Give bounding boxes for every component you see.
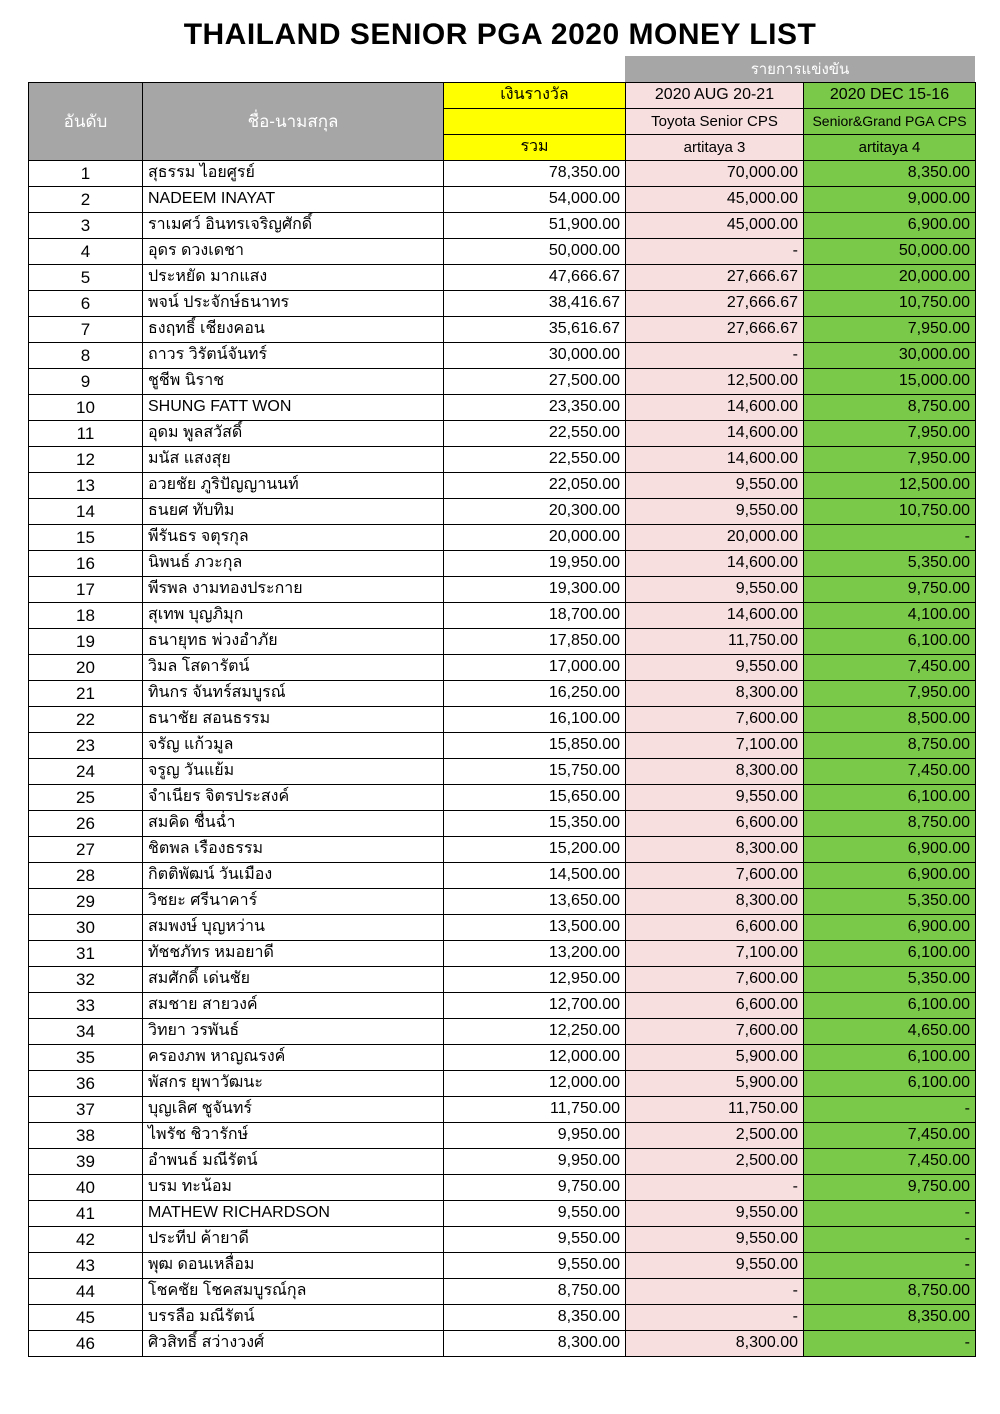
event2-prize-cell: 6,100.00 [804, 785, 976, 811]
total-prize-cell: 54,000.00 [444, 187, 626, 213]
event2-prize-cell: 9,750.00 [804, 1175, 976, 1201]
event2-prize-cell: - [804, 525, 976, 551]
player-name-cell: นิพนธ์ ภวะกุล [143, 551, 444, 577]
total-prize-cell: 47,666.67 [444, 265, 626, 291]
event1-prize-cell: 27,666.67 [626, 265, 804, 291]
event1-prize-cell: - [626, 1279, 804, 1305]
table-row [29, 941, 976, 967]
event2-prize-cell: 15,000.00 [804, 369, 976, 395]
column-header-total-title: เงินรางวัล [444, 83, 626, 109]
rank-cell: 21 [29, 681, 143, 707]
event2-prize-cell: 6,900.00 [804, 863, 976, 889]
tournaments-group-header: รายการแข่งขัน [625, 56, 975, 82]
rank-cell: 13 [29, 473, 143, 499]
total-prize-cell: 8,750.00 [444, 1279, 626, 1305]
table-row [29, 395, 976, 421]
table-row [29, 1201, 976, 1227]
table-row [29, 1227, 976, 1253]
total-prize-cell: 9,750.00 [444, 1175, 626, 1201]
total-prize-cell: 27,500.00 [444, 369, 626, 395]
rank-cell: 28 [29, 863, 143, 889]
event1-prize-cell: 11,750.00 [626, 1097, 804, 1123]
rank-cell: 20 [29, 655, 143, 681]
player-name-cell: สมคิด ชื่นฉ่ำ [143, 811, 444, 837]
total-prize-cell: 9,550.00 [444, 1253, 626, 1279]
total-prize-cell: 8,350.00 [444, 1305, 626, 1331]
event2-prize-cell: 7,450.00 [804, 1123, 976, 1149]
player-name-cell: พจน์ ประจักษ์ธนาทร [143, 291, 444, 317]
event2-prize-cell: 6,900.00 [804, 213, 976, 239]
table-row [29, 681, 976, 707]
rank-cell: 18 [29, 603, 143, 629]
rank-cell: 12 [29, 447, 143, 473]
event1-prize-cell: 9,550.00 [626, 785, 804, 811]
total-prize-cell: 18,700.00 [444, 603, 626, 629]
player-name-cell: อำพนธ์ มณีรัตน์ [143, 1149, 444, 1175]
rank-cell: 25 [29, 785, 143, 811]
table-row [29, 291, 976, 317]
column-header-total-sub: รวม [444, 135, 626, 161]
event1-prize-cell: 14,600.00 [626, 447, 804, 473]
rank-cell: 5 [29, 265, 143, 291]
event2-prize-cell: 8,750.00 [804, 1279, 976, 1305]
player-name-cell: ราเมศว์ อินทรเจริญศักดิ์ [143, 213, 444, 239]
player-name-cell: SHUNG FATT WON [143, 395, 444, 421]
rank-cell: 24 [29, 759, 143, 785]
rank-cell: 32 [29, 967, 143, 993]
rank-cell: 40 [29, 1175, 143, 1201]
player-name-cell: บรม ทะน้อม [143, 1175, 444, 1201]
player-name-cell: ชูชีพ นิราช [143, 369, 444, 395]
event1-prize-cell: 12,500.00 [626, 369, 804, 395]
player-name-cell: พัสกร ยุพาวัฒนะ [143, 1071, 444, 1097]
player-name-cell: ชิตพล เรืองธรรม [143, 837, 444, 863]
rank-cell: 26 [29, 811, 143, 837]
table-header [29, 83, 976, 161]
table-row [29, 1253, 976, 1279]
event2-prize-cell: 5,350.00 [804, 551, 976, 577]
rank-cell: 31 [29, 941, 143, 967]
table-row [29, 863, 976, 889]
event1-prize-cell: 5,900.00 [626, 1071, 804, 1097]
event2-prize-cell: 4,650.00 [804, 1019, 976, 1045]
table-row [29, 1097, 976, 1123]
rank-cell: 42 [29, 1227, 143, 1253]
player-name-cell: บรรลือ มณีรัตน์ [143, 1305, 444, 1331]
rank-cell: 36 [29, 1071, 143, 1097]
player-name-cell: ธนยศ ทับทิม [143, 499, 444, 525]
table-row [29, 785, 976, 811]
event2-prize-cell: 5,350.00 [804, 967, 976, 993]
rank-cell: 23 [29, 733, 143, 759]
table-body [29, 161, 976, 1357]
event2-prize-cell: 6,900.00 [804, 837, 976, 863]
total-prize-cell: 17,850.00 [444, 629, 626, 655]
table-row [29, 915, 976, 941]
event1-prize-cell: 9,550.00 [626, 577, 804, 603]
event1-prize-cell: 70,000.00 [626, 161, 804, 187]
total-prize-cell: 20,000.00 [444, 525, 626, 551]
rank-cell: 44 [29, 1279, 143, 1305]
table-row [29, 889, 976, 915]
event2-prize-cell: 20,000.00 [804, 265, 976, 291]
total-prize-cell: 8,300.00 [444, 1331, 626, 1357]
table-row [29, 603, 976, 629]
table-row [29, 317, 976, 343]
event1-prize-cell: - [626, 1175, 804, 1201]
rank-cell: 33 [29, 993, 143, 1019]
player-name-cell: สุเทพ บุญภิมุก [143, 603, 444, 629]
total-prize-cell: 51,900.00 [444, 213, 626, 239]
rank-cell: 37 [29, 1097, 143, 1123]
table-row [29, 161, 976, 187]
column-header-event2-sub: artitaya 4 [804, 135, 976, 161]
event1-prize-cell: 7,100.00 [626, 733, 804, 759]
event2-prize-cell: 6,900.00 [804, 915, 976, 941]
table-row [29, 1019, 976, 1045]
event1-prize-cell: 7,100.00 [626, 941, 804, 967]
player-name-cell: ถาวร วิรัตน์จันทร์ [143, 343, 444, 369]
event1-prize-cell: 14,600.00 [626, 551, 804, 577]
total-prize-cell: 9,950.00 [444, 1123, 626, 1149]
event1-prize-cell: 27,666.67 [626, 317, 804, 343]
total-prize-cell: 13,200.00 [444, 941, 626, 967]
event2-prize-cell: 6,100.00 [804, 1045, 976, 1071]
column-header-event1-date: 2020 AUG 20-21 [626, 83, 804, 109]
table-row [29, 1149, 976, 1175]
event1-prize-cell: - [626, 239, 804, 265]
event2-prize-cell: - [804, 1253, 976, 1279]
table-row [29, 967, 976, 993]
rank-cell: 14 [29, 499, 143, 525]
total-prize-cell: 38,416.67 [444, 291, 626, 317]
table-row [29, 239, 976, 265]
event1-prize-cell: 14,600.00 [626, 603, 804, 629]
rank-cell: 10 [29, 395, 143, 421]
table-row [29, 447, 976, 473]
player-name-cell: วิมล โสดารัตน์ [143, 655, 444, 681]
player-name-cell: อุดม พูลสวัสดิ์ [143, 421, 444, 447]
event2-prize-cell: - [804, 1331, 976, 1357]
event2-prize-cell: 7,450.00 [804, 759, 976, 785]
event1-prize-cell: 7,600.00 [626, 707, 804, 733]
event1-prize-cell: 7,600.00 [626, 1019, 804, 1045]
player-name-cell: ไพรัช ชิวารักษ์ [143, 1123, 444, 1149]
player-name-cell: วิทยา วรพันธ์ [143, 1019, 444, 1045]
event1-prize-cell: 14,600.00 [626, 395, 804, 421]
total-prize-cell: 9,550.00 [444, 1227, 626, 1253]
rank-cell: 3 [29, 213, 143, 239]
total-prize-cell: 19,300.00 [444, 577, 626, 603]
event2-prize-cell: - [804, 1201, 976, 1227]
event1-prize-cell: 20,000.00 [626, 525, 804, 551]
rank-cell: 22 [29, 707, 143, 733]
column-header-rank: อันดับ [29, 83, 143, 161]
table-row [29, 1045, 976, 1071]
total-prize-cell: 9,550.00 [444, 1201, 626, 1227]
event2-prize-cell: 50,000.00 [804, 239, 976, 265]
player-name-cell: สุธรรม ไอยศูรย์ [143, 161, 444, 187]
event1-prize-cell: 6,600.00 [626, 811, 804, 837]
table-row [29, 759, 976, 785]
player-name-cell: วิชยะ ศรีนาคาร์ [143, 889, 444, 915]
rank-cell: 15 [29, 525, 143, 551]
rank-cell: 6 [29, 291, 143, 317]
total-prize-cell: 12,950.00 [444, 967, 626, 993]
rank-cell: 38 [29, 1123, 143, 1149]
event2-prize-cell: 8,750.00 [804, 395, 976, 421]
event1-prize-cell: 27,666.67 [626, 291, 804, 317]
player-name-cell: พีรันธร จตุรกุล [143, 525, 444, 551]
total-prize-cell: 30,000.00 [444, 343, 626, 369]
table-row [29, 1175, 976, 1201]
rank-cell: 30 [29, 915, 143, 941]
rank-cell: 1 [29, 161, 143, 187]
player-name-cell: จรัญ แก้วมูล [143, 733, 444, 759]
event2-prize-cell: 7,950.00 [804, 447, 976, 473]
rank-cell: 8 [29, 343, 143, 369]
event2-prize-cell: 9,750.00 [804, 577, 976, 603]
event1-prize-cell: 9,550.00 [626, 1227, 804, 1253]
player-name-cell: ทินกร จันทร์สมบูรณ์ [143, 681, 444, 707]
table-row [29, 551, 976, 577]
total-prize-cell: 16,100.00 [444, 707, 626, 733]
total-prize-cell: 17,000.00 [444, 655, 626, 681]
player-name-cell: ทัชชภัทร หมอยาดี [143, 941, 444, 967]
player-name-cell: NADEEM INAYAT [143, 187, 444, 213]
rank-cell: 4 [29, 239, 143, 265]
rank-cell: 46 [29, 1331, 143, 1357]
rank-cell: 34 [29, 1019, 143, 1045]
total-prize-cell: 13,650.00 [444, 889, 626, 915]
total-prize-cell: 22,050.00 [444, 473, 626, 499]
rank-cell: 43 [29, 1253, 143, 1279]
event2-prize-cell: 10,750.00 [804, 291, 976, 317]
table-row [29, 577, 976, 603]
total-prize-cell: 12,000.00 [444, 1071, 626, 1097]
event2-prize-cell: 8,500.00 [804, 707, 976, 733]
table-row [29, 1305, 976, 1331]
table-row [29, 525, 976, 551]
table-row [29, 1071, 976, 1097]
total-prize-cell: 50,000.00 [444, 239, 626, 265]
rank-cell: 17 [29, 577, 143, 603]
table-row [29, 499, 976, 525]
player-name-cell: ประหยัด มากแสง [143, 265, 444, 291]
column-header-total-blank [444, 109, 626, 135]
table-row [29, 473, 976, 499]
event2-prize-cell: 6,100.00 [804, 993, 976, 1019]
player-name-cell: MATHEW RICHARDSON [143, 1201, 444, 1227]
event2-prize-cell: 10,750.00 [804, 499, 976, 525]
event1-prize-cell: 5,900.00 [626, 1045, 804, 1071]
event1-prize-cell: 2,500.00 [626, 1149, 804, 1175]
rank-cell: 39 [29, 1149, 143, 1175]
player-name-cell: จำเนียร จิตรประสงค์ [143, 785, 444, 811]
event1-prize-cell: 9,550.00 [626, 1253, 804, 1279]
total-prize-cell: 12,000.00 [444, 1045, 626, 1071]
player-name-cell: อุดร ดวงเดชา [143, 239, 444, 265]
event2-prize-cell: 7,950.00 [804, 421, 976, 447]
event1-prize-cell: 6,600.00 [626, 915, 804, 941]
event2-prize-cell: 7,950.00 [804, 317, 976, 343]
player-name-cell: พีรพล งามทองประกาย [143, 577, 444, 603]
total-prize-cell: 13,500.00 [444, 915, 626, 941]
rank-cell: 16 [29, 551, 143, 577]
total-prize-cell: 20,300.00 [444, 499, 626, 525]
table-row [29, 837, 976, 863]
player-name-cell: อวยชัย ภูริปัญญานนท์ [143, 473, 444, 499]
player-name-cell: สมพงษ์ บุญหว่าน [143, 915, 444, 941]
event2-prize-cell: 8,750.00 [804, 733, 976, 759]
event1-prize-cell: 9,550.00 [626, 499, 804, 525]
event2-prize-cell: - [804, 1097, 976, 1123]
total-prize-cell: 78,350.00 [444, 161, 626, 187]
total-prize-cell: 15,750.00 [444, 759, 626, 785]
event2-prize-cell: 8,350.00 [804, 1305, 976, 1331]
total-prize-cell: 22,550.00 [444, 421, 626, 447]
event2-prize-cell: 30,000.00 [804, 343, 976, 369]
event2-prize-cell: 6,100.00 [804, 629, 976, 655]
total-prize-cell: 15,850.00 [444, 733, 626, 759]
total-prize-cell: 19,950.00 [444, 551, 626, 577]
page-title: THAILAND SENIOR PGA 2020 MONEY LIST [183, 18, 817, 51]
player-name-cell: สมชาย สายวงค์ [143, 993, 444, 1019]
event1-prize-cell: 9,550.00 [626, 655, 804, 681]
event1-prize-cell: 2,500.00 [626, 1123, 804, 1149]
player-name-cell: สมศักดิ์ เด่นชัย [143, 967, 444, 993]
event2-prize-cell: 7,450.00 [804, 1149, 976, 1175]
event2-prize-cell: 12,500.00 [804, 473, 976, 499]
player-name-cell: จรูญ วันแย้ม [143, 759, 444, 785]
table-row [29, 343, 976, 369]
player-name-cell: พุฒ ดอนเหลื่อม [143, 1253, 444, 1279]
event1-prize-cell: 8,300.00 [626, 681, 804, 707]
table-row [29, 811, 976, 837]
event2-prize-cell: 8,750.00 [804, 811, 976, 837]
column-header-event2-date: 2020 DEC 15-16 [804, 83, 976, 109]
event1-prize-cell: 8,300.00 [626, 1331, 804, 1357]
total-prize-cell: 12,700.00 [444, 993, 626, 1019]
rank-cell: 2 [29, 187, 143, 213]
player-name-cell: มนัส แสงสุย [143, 447, 444, 473]
rank-cell: 7 [29, 317, 143, 343]
player-name-cell: ครองภพ หาญณรงค์ [143, 1045, 444, 1071]
total-prize-cell: 14,500.00 [444, 863, 626, 889]
table-row [29, 629, 976, 655]
header-row-1 [29, 83, 976, 109]
table-row [29, 421, 976, 447]
event2-prize-cell: 8,350.00 [804, 161, 976, 187]
event2-prize-cell: 7,950.00 [804, 681, 976, 707]
total-prize-cell: 35,616.67 [444, 317, 626, 343]
table-row [29, 369, 976, 395]
column-header-event1-name: Toyota Senior CPS [626, 109, 804, 135]
total-prize-cell: 11,750.00 [444, 1097, 626, 1123]
money-list-table [28, 82, 976, 1357]
player-name-cell: ศิวสิทธิ์ สว่างวงศ์ [143, 1331, 444, 1357]
total-prize-cell: 23,350.00 [444, 395, 626, 421]
event1-prize-cell: 9,550.00 [626, 1201, 804, 1227]
rank-cell: 11 [29, 421, 143, 447]
column-header-event2-name: Senior&Grand PGA CPS [804, 109, 976, 135]
rank-cell: 9 [29, 369, 143, 395]
total-prize-cell: 15,650.00 [444, 785, 626, 811]
table-row [29, 1123, 976, 1149]
event1-prize-cell: 7,600.00 [626, 967, 804, 993]
event1-prize-cell: 7,600.00 [626, 863, 804, 889]
rank-cell: 29 [29, 889, 143, 915]
player-name-cell: ธนาชัย สอนธรรม [143, 707, 444, 733]
total-prize-cell: 15,350.00 [444, 811, 626, 837]
event2-prize-cell: 5,350.00 [804, 889, 976, 915]
player-name-cell: กิตติพัฒน์ วันเมือง [143, 863, 444, 889]
event1-prize-cell: - [626, 343, 804, 369]
table-row [29, 187, 976, 213]
rank-cell: 35 [29, 1045, 143, 1071]
event1-prize-cell: 6,600.00 [626, 993, 804, 1019]
column-header-name: ชื่อ-นามสกุล [143, 83, 444, 161]
table-row [29, 993, 976, 1019]
total-prize-cell: 15,200.00 [444, 837, 626, 863]
event2-prize-cell: 6,100.00 [804, 1071, 976, 1097]
player-name-cell: ประทีป ค้ายาดี [143, 1227, 444, 1253]
event2-prize-cell: - [804, 1227, 976, 1253]
rank-cell: 45 [29, 1305, 143, 1331]
event1-prize-cell: 8,300.00 [626, 759, 804, 785]
event2-prize-cell: 9,000.00 [804, 187, 976, 213]
table-row [29, 213, 976, 239]
rank-cell: 19 [29, 629, 143, 655]
total-prize-cell: 9,950.00 [444, 1149, 626, 1175]
table-row [29, 1279, 976, 1305]
event2-prize-cell: 7,450.00 [804, 655, 976, 681]
event2-prize-cell: 6,100.00 [804, 941, 976, 967]
table-row [29, 265, 976, 291]
rank-cell: 41 [29, 1201, 143, 1227]
player-name-cell: โชคชัย โชคสมบูรณ์กุล [143, 1279, 444, 1305]
event1-prize-cell: 9,550.00 [626, 473, 804, 499]
table-row [29, 1331, 976, 1357]
event1-prize-cell: 14,600.00 [626, 421, 804, 447]
column-header-event1-sub: artitaya 3 [626, 135, 804, 161]
player-name-cell: ธนายุทธ พ่วงอำภัย [143, 629, 444, 655]
event1-prize-cell: - [626, 1305, 804, 1331]
event1-prize-cell: 8,300.00 [626, 889, 804, 915]
event1-prize-cell: 45,000.00 [626, 213, 804, 239]
total-prize-cell: 12,250.00 [444, 1019, 626, 1045]
table-row [29, 707, 976, 733]
total-prize-cell: 22,550.00 [444, 447, 626, 473]
event1-prize-cell: 8,300.00 [626, 837, 804, 863]
player-name-cell: ธงฤทธิ์ เชียงคอน [143, 317, 444, 343]
table-row [29, 655, 976, 681]
rank-cell: 27 [29, 837, 143, 863]
event1-prize-cell: 11,750.00 [626, 629, 804, 655]
event2-prize-cell: 4,100.00 [804, 603, 976, 629]
table-row [29, 733, 976, 759]
total-prize-cell: 16,250.00 [444, 681, 626, 707]
player-name-cell: บุญเลิศ ชูจันทร์ [143, 1097, 444, 1123]
event1-prize-cell: 45,000.00 [626, 187, 804, 213]
